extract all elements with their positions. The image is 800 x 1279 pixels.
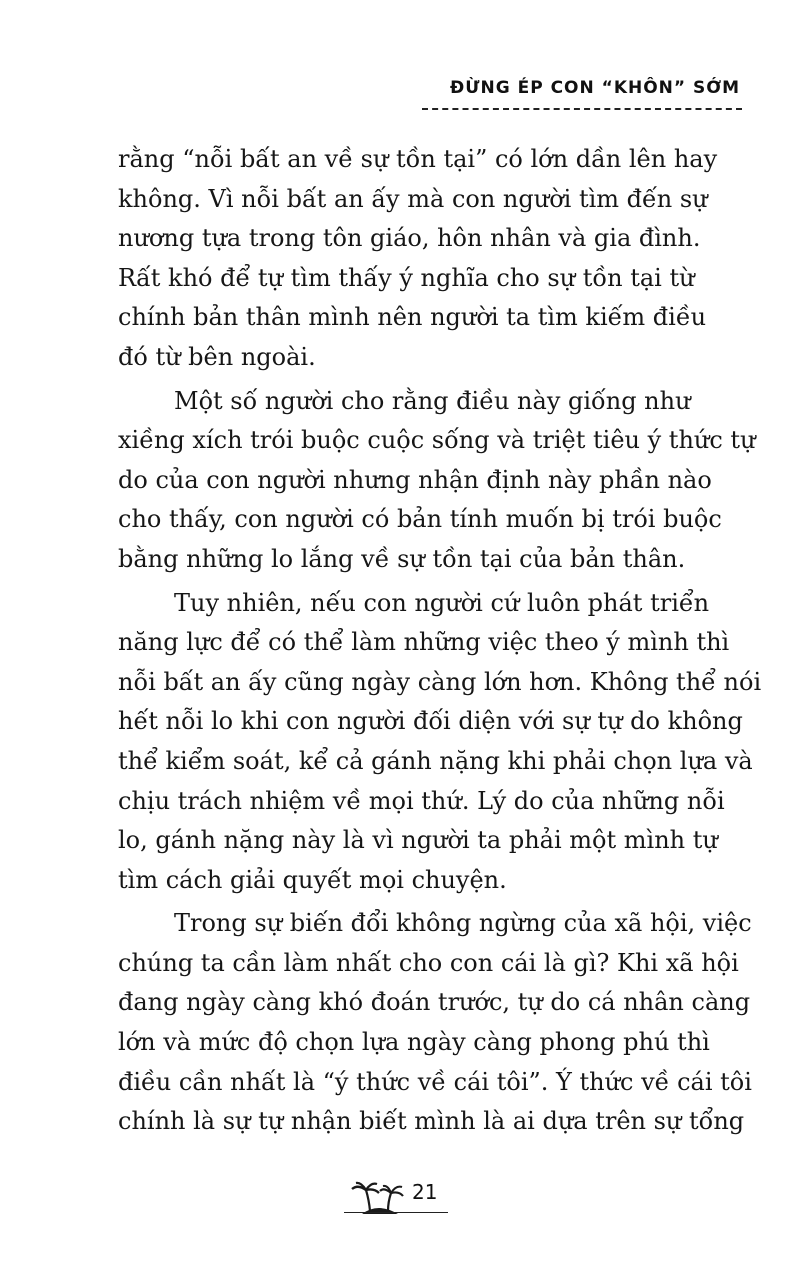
text-line: Tuy nhiên, nếu con người cứ luôn phát triển	[174, 588, 710, 617]
text-line: lớn và mức độ chọn lựa ngày càng phong phú thì	[118, 1028, 710, 1057]
text-line: Một số người cho rằng điều này giống như	[174, 386, 691, 415]
text-line: Trong sự biến đổi không ngừng của xã hội, việc	[174, 909, 752, 938]
body-text	[118, 140, 762, 1142]
text-line: chính là sự tự nhận biết mình là ai dựa trên sự tổng	[118, 1107, 745, 1136]
text-line: nương tựa trong tôn giáo, hôn nhân và gia đình.	[118, 224, 701, 253]
page-footer	[344, 1174, 454, 1224]
text-line: tìm cách giải quyết mọi chuyện.	[118, 865, 507, 894]
header-dashed-rule	[422, 108, 742, 110]
text-line: bằng những lo lắng về sự tồn tại của bản thân.	[118, 544, 686, 573]
text-line: thể kiểm soát, kể cả gánh nặng khi phải chọn lựa và	[118, 746, 753, 775]
page-number: 21	[412, 1180, 438, 1204]
text-line: chịu trách nhiệm về mọi thứ. Lý do của những nỗi	[118, 786, 725, 815]
text-line: do của con người nhưng nhận định này phần nào	[118, 465, 712, 494]
text-line: chúng ta cần làm nhất cho con cái là gì? Khi xã hội	[118, 948, 739, 977]
text-line: đang ngày càng khó đoán trước, tự do cá nhân càng	[118, 988, 751, 1017]
text-line: rằng “nỗi bất an về sự tồn tại” có lớn dần lên hay	[118, 145, 718, 173]
text-line: năng lực để có thể làm những việc theo ý mình thì	[118, 628, 730, 657]
text-line: cho thấy, con người có bản tính muốn bị trói buộc	[118, 505, 722, 534]
text-line: không. Vì nỗi bất an ấy mà con người tìm đến sự	[118, 184, 708, 213]
running-header-title: ĐỪNG ÉP CON “KHÔN” SỚM	[450, 78, 740, 98]
text-line: lo, gánh nặng này là vì người ta phải một mình tự	[118, 826, 718, 855]
text-line: nỗi bất an ấy cũng ngày càng lớn hơn. Không thể nói	[118, 667, 762, 696]
text-line: Rất khó để tự tìm thấy ý nghĩa cho sự tồn tại từ	[118, 263, 695, 292]
text-line: xiềng xích trói buộc cuộc sống và triệt tiêu ý thức tự	[118, 426, 756, 455]
footer-rule	[344, 1212, 448, 1213]
text-line: đó từ bên ngoài.	[118, 342, 316, 371]
text-line: hết nỗi lo khi con người đối diện với sự tự do không	[118, 707, 743, 736]
text-line: điều cần nhất là “ý thức về cái tôi”. Ý thức về cái tôi	[118, 1067, 752, 1096]
text-line: chính bản thân mình nên người ta tìm kiếm điều	[118, 303, 707, 332]
